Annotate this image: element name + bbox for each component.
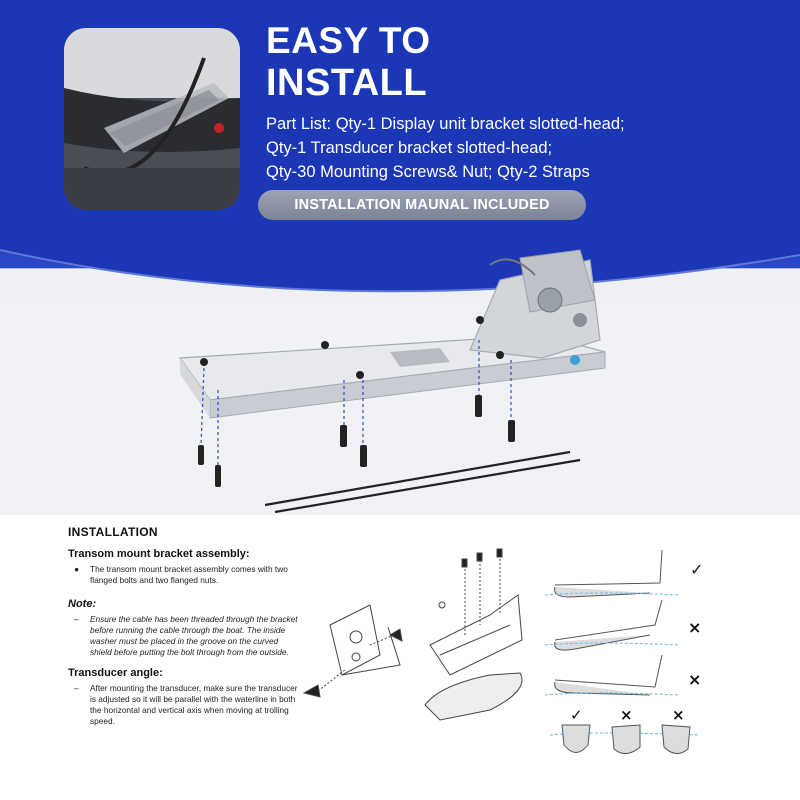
cross-icon-4: × [672, 706, 685, 724]
bullet-icon: ● [74, 564, 80, 574]
bracket-exploded-diagram [304, 605, 402, 697]
section-transom-title: Transom mount bracket assembly: [68, 548, 250, 560]
bracket-photo-image [64, 28, 240, 210]
angle-diagram-correct [545, 550, 680, 597]
installation-document [0, 515, 800, 800]
transducer-diagram [425, 549, 522, 720]
headline-line-1: EASY TO [266, 20, 431, 61]
dash-icon: – [74, 614, 79, 624]
note-item [68, 614, 298, 658]
section-angle-title: Transducer angle: [68, 667, 163, 679]
cross-icon-2: × [688, 670, 702, 689]
parts-list-line-3: Qty-30 Mounting Screws& Nut; Qty-2 Straps [266, 163, 590, 181]
manual-included-badge: INSTALLATION MAUNAL INCLUDED [258, 190, 586, 220]
cross-icon-3: × [620, 706, 633, 724]
installation-title: INSTALLATION [68, 525, 158, 539]
angle-diagram-wrong-1 [545, 600, 680, 650]
bracket-illustration [170, 240, 630, 515]
vertical-angle-diagrams [550, 725, 700, 754]
parts-list-line-2: Qty-1 Transducer bracket slotted-head; [266, 139, 553, 157]
angle-diagram-wrong-2 [545, 655, 680, 695]
headline [266, 20, 431, 104]
note-text: Ensure the cable has been threaded through the bracket before running the cable through the boat. The inside washer must be placed in the groove on the curved shield before putting the bolt through from the outside. [90, 614, 298, 657]
parts-list-line-1: Part List: Qty-1 Display unit bracket slotted-head; [266, 115, 625, 133]
bracket-photo [64, 28, 240, 210]
headline-line-2: INSTALL [266, 62, 428, 104]
dash-icon-2: – [74, 683, 79, 693]
check-icon: ✓ [690, 560, 704, 579]
installation-diagrams [290, 545, 710, 795]
section-transom-bullet [68, 564, 298, 586]
installation-instructions [68, 525, 298, 727]
section-angle-text: After mounting the transducer, make sure the transducer is adjusted so it will be parallel with the waterline in both the horizontal and vertical axis when moving at trolling speed. [90, 683, 298, 726]
section-angle-item [68, 683, 298, 727]
parts-list [266, 112, 766, 184]
note-title: Note: [68, 598, 97, 610]
section-transom-text: The transom mount bracket assembly comes with two flanged bolts and two flanged nuts. [90, 564, 288, 585]
cross-icon: × [688, 618, 702, 637]
check-icon-2: ✓ [570, 706, 583, 724]
